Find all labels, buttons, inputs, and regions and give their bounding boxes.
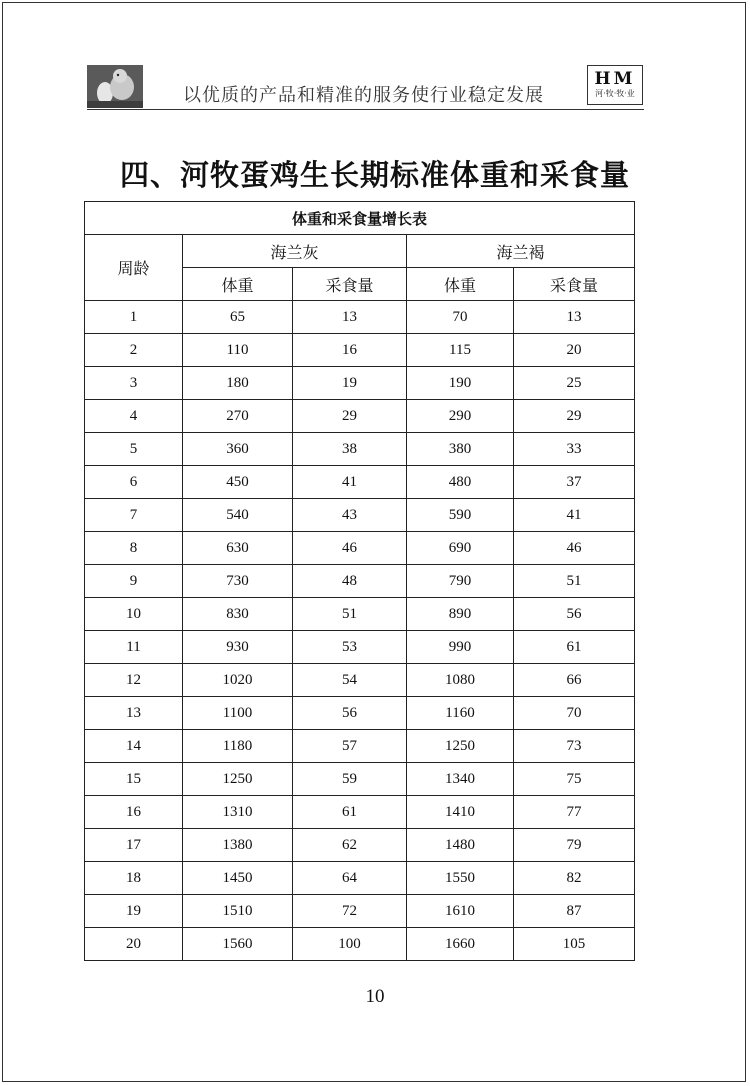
brown-weight-cell: 70	[407, 301, 514, 334]
grey-feed-cell: 19	[293, 367, 407, 400]
grey-weight-cell: 110	[183, 334, 293, 367]
table-row	[85, 334, 635, 367]
section-title: 四、河牧蛋鸡生长期标准体重和采食量	[119, 158, 630, 192]
table-row	[85, 730, 635, 763]
table-row	[85, 928, 635, 961]
brown-weight-cell: 1160	[407, 697, 514, 730]
table-row	[85, 631, 635, 664]
page-number: 10	[365, 986, 385, 1007]
table-row	[85, 796, 635, 829]
table-row	[85, 598, 635, 631]
week-cell: 13	[85, 697, 183, 730]
grey-feed-cell: 64	[293, 862, 407, 895]
table-row	[85, 664, 635, 697]
brown-weight-cell: 290	[407, 400, 514, 433]
week-cell: 15	[85, 763, 183, 796]
group-header-hailan-brown: 海兰褐	[407, 235, 635, 268]
brown-feed-cell: 13	[514, 301, 635, 334]
grey-weight-cell: 1250	[183, 763, 293, 796]
brown-feed-cell: 70	[514, 697, 635, 730]
table-row	[85, 466, 635, 499]
grey-weight-cell: 730	[183, 565, 293, 598]
grey-feed-cell: 56	[293, 697, 407, 730]
week-cell: 3	[85, 367, 183, 400]
brown-feed-cell: 25	[514, 367, 635, 400]
table-row	[85, 862, 635, 895]
feed-header: 采食量	[293, 268, 407, 301]
grey-weight-cell: 1450	[183, 862, 293, 895]
week-cell: 10	[85, 598, 183, 631]
table-row	[85, 565, 635, 598]
grey-weight-cell: 1180	[183, 730, 293, 763]
logo-mark: HM	[594, 69, 636, 89]
brown-feed-cell: 46	[514, 532, 635, 565]
brown-weight-cell: 115	[407, 334, 514, 367]
weight-header: 体重	[407, 268, 514, 301]
week-cell: 20	[85, 928, 183, 961]
week-cell: 18	[85, 862, 183, 895]
feed-header: 采食量	[514, 268, 635, 301]
grey-feed-cell: 51	[293, 598, 407, 631]
grey-feed-cell: 41	[293, 466, 407, 499]
grey-feed-cell: 48	[293, 565, 407, 598]
table-caption: 体重和采食量增长表	[85, 202, 635, 235]
brown-weight-cell: 1340	[407, 763, 514, 796]
grey-feed-cell: 61	[293, 796, 407, 829]
brown-weight-cell: 1250	[407, 730, 514, 763]
grey-weight-cell: 1380	[183, 829, 293, 862]
week-cell: 8	[85, 532, 183, 565]
grey-feed-cell: 13	[293, 301, 407, 334]
grey-weight-cell: 930	[183, 631, 293, 664]
table-row	[85, 433, 635, 466]
table-row	[85, 763, 635, 796]
weight-header: 体重	[183, 268, 293, 301]
grey-weight-cell: 1100	[183, 697, 293, 730]
brown-weight-cell: 480	[407, 466, 514, 499]
week-cell: 11	[85, 631, 183, 664]
brown-weight-cell: 890	[407, 598, 514, 631]
grey-weight-cell: 65	[183, 301, 293, 334]
grey-feed-cell: 62	[293, 829, 407, 862]
week-header: 周龄	[85, 235, 183, 301]
week-cell: 16	[85, 796, 183, 829]
grey-weight-cell: 1560	[183, 928, 293, 961]
brown-weight-cell: 380	[407, 433, 514, 466]
grey-feed-cell: 43	[293, 499, 407, 532]
week-cell: 2	[85, 334, 183, 367]
brown-feed-cell: 82	[514, 862, 635, 895]
chick-egg-image	[87, 65, 143, 108]
brown-feed-cell: 105	[514, 928, 635, 961]
table-row	[85, 895, 635, 928]
week-cell: 19	[85, 895, 183, 928]
grey-weight-cell: 450	[183, 466, 293, 499]
page-header	[87, 65, 644, 110]
table-row	[85, 532, 635, 565]
grey-weight-cell: 360	[183, 433, 293, 466]
grey-feed-cell: 59	[293, 763, 407, 796]
growth-table	[84, 201, 635, 961]
week-cell: 1	[85, 301, 183, 334]
brown-feed-cell: 29	[514, 400, 635, 433]
table-row	[85, 301, 635, 334]
brown-weight-cell: 1660	[407, 928, 514, 961]
table-row	[85, 400, 635, 433]
brown-weight-cell: 790	[407, 565, 514, 598]
grey-weight-cell: 630	[183, 532, 293, 565]
brown-feed-cell: 87	[514, 895, 635, 928]
brown-feed-cell: 20	[514, 334, 635, 367]
grey-weight-cell: 830	[183, 598, 293, 631]
brown-feed-cell: 37	[514, 466, 635, 499]
chick-photo	[87, 65, 143, 108]
brown-weight-cell: 1550	[407, 862, 514, 895]
header-slogan: 以优质的产品和精准的服务使行业稳定发展	[183, 85, 544, 106]
week-cell: 14	[85, 730, 183, 763]
table-row	[85, 367, 635, 400]
grey-feed-cell: 57	[293, 730, 407, 763]
grey-weight-cell: 540	[183, 499, 293, 532]
brown-feed-cell: 61	[514, 631, 635, 664]
grey-weight-cell: 1020	[183, 664, 293, 697]
grey-weight-cell: 270	[183, 400, 293, 433]
week-cell: 17	[85, 829, 183, 862]
week-cell: 7	[85, 499, 183, 532]
brown-feed-cell: 75	[514, 763, 635, 796]
brown-feed-cell: 77	[514, 796, 635, 829]
brown-feed-cell: 79	[514, 829, 635, 862]
grey-weight-cell: 1510	[183, 895, 293, 928]
brown-weight-cell: 1410	[407, 796, 514, 829]
week-cell: 6	[85, 466, 183, 499]
brown-weight-cell: 690	[407, 532, 514, 565]
logo-subtext: 河·牧·牧·业	[595, 89, 635, 98]
week-cell: 9	[85, 565, 183, 598]
week-cell: 4	[85, 400, 183, 433]
brown-feed-cell: 33	[514, 433, 635, 466]
grey-feed-cell: 54	[293, 664, 407, 697]
grey-feed-cell: 29	[293, 400, 407, 433]
grey-weight-cell: 1310	[183, 796, 293, 829]
brown-feed-cell: 56	[514, 598, 635, 631]
brown-feed-cell: 66	[514, 664, 635, 697]
brown-weight-cell: 1480	[407, 829, 514, 862]
brown-feed-cell: 41	[514, 499, 635, 532]
grey-feed-cell: 53	[293, 631, 407, 664]
table-row	[85, 829, 635, 862]
company-logo	[587, 65, 643, 105]
brown-feed-cell: 51	[514, 565, 635, 598]
table-row	[85, 499, 635, 532]
brown-weight-cell: 1610	[407, 895, 514, 928]
brown-weight-cell: 190	[407, 367, 514, 400]
grey-feed-cell: 38	[293, 433, 407, 466]
week-cell: 12	[85, 664, 183, 697]
brown-feed-cell: 73	[514, 730, 635, 763]
brown-weight-cell: 990	[407, 631, 514, 664]
brown-weight-cell: 1080	[407, 664, 514, 697]
grey-feed-cell: 100	[293, 928, 407, 961]
group-header-hailan-grey: 海兰灰	[183, 235, 407, 268]
week-cell: 5	[85, 433, 183, 466]
grey-feed-cell: 46	[293, 532, 407, 565]
brown-weight-cell: 590	[407, 499, 514, 532]
grey-feed-cell: 72	[293, 895, 407, 928]
grey-weight-cell: 180	[183, 367, 293, 400]
grey-feed-cell: 16	[293, 334, 407, 367]
table-row	[85, 697, 635, 730]
